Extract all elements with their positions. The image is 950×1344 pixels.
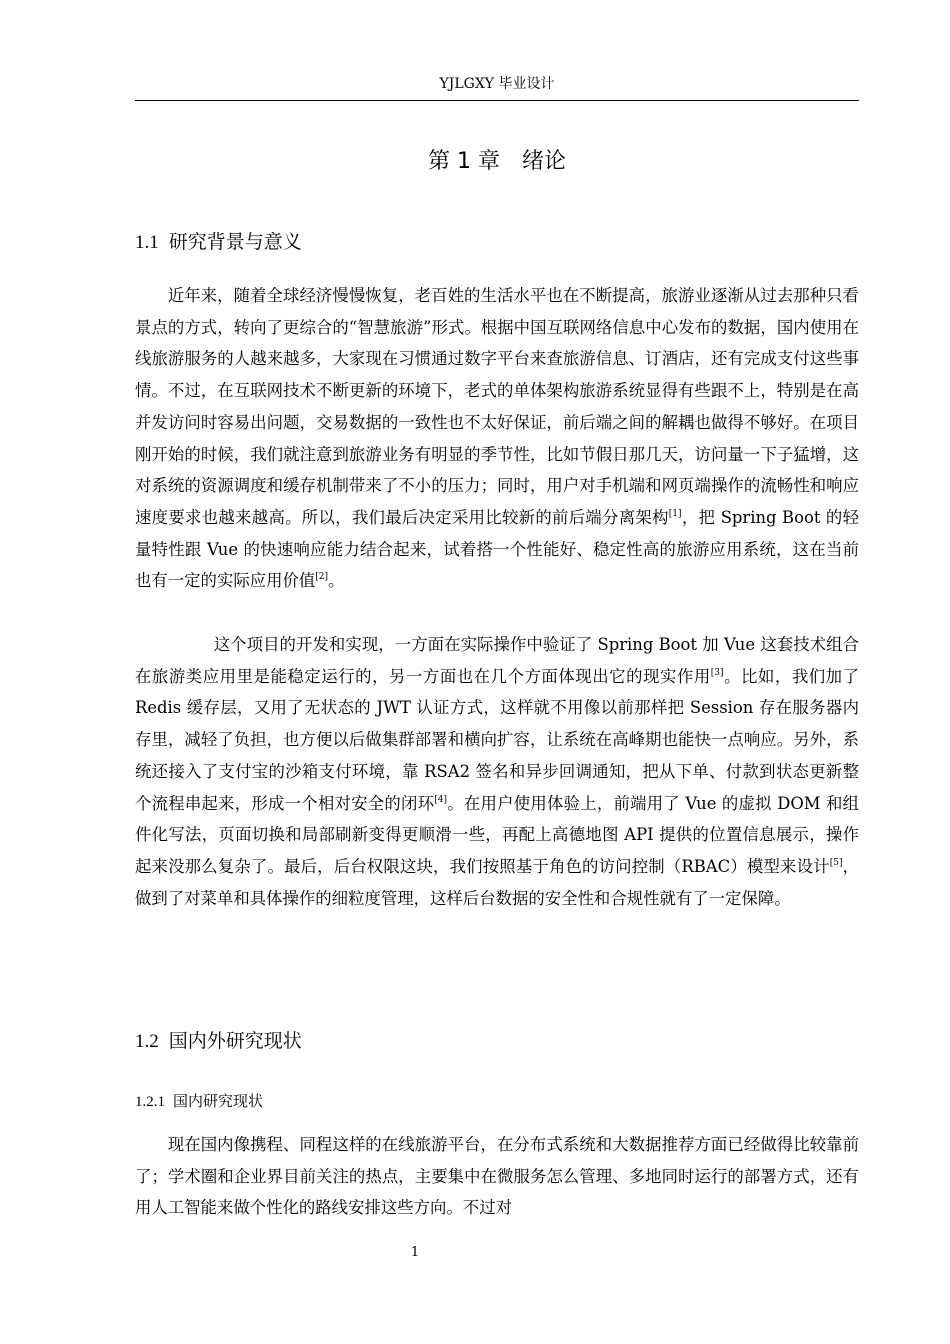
section-heading-1-2 xyxy=(135,1027,302,1056)
section-title: 国内外研究现状 xyxy=(168,1030,302,1052)
paragraph-significance xyxy=(135,629,859,914)
subsection-title: 国内研究现状 xyxy=(173,1092,264,1110)
running-header: YJLGXY 毕业设计 xyxy=(439,76,555,92)
citation[interactable]: [1] xyxy=(668,508,682,519)
paragraph-text: 。 xyxy=(328,571,345,591)
paragraph-domestic-research: 现在国内像携程、同程这样的在线旅游平台，在分布式系统和大数据推荐方面已经做得比较靠前了；学术圈和企业界目前关注的热点，主要集中在微服务怎么管理、多地同时运行的部署方式，还有用人工智能来做个性化的路线安排这些方向。不过对 xyxy=(135,1135,859,1218)
page-number: 1 xyxy=(410,1245,420,1260)
paragraph-background xyxy=(135,280,859,597)
chapter-title: 第 1 章 绪论 xyxy=(428,149,566,174)
paragraph-text: 这个项目的开发和实现，一方面在实际操作中验证了 Spring Boot 加 Vue 这套技术组合在旅游类应用里是能稳定运行的，另一方面也在几个方面体现出它的现实作用 xyxy=(135,635,859,686)
header-rule xyxy=(135,100,859,101)
citation[interactable]: [5] xyxy=(829,857,843,868)
citation[interactable]: [2] xyxy=(315,572,329,583)
paragraph-text: 近年来，随着全球经济慢慢恢复，老百姓的生活水平也在不断提高，旅游业逐渐从过去那种只看景点的方式，转向了更综合的“智慧旅游”形式。根据中国互联网络信息中心发布的数据，国内使用在线旅游服务的人越来越多，大家现在习惯通过数字平台来查旅游信息、订酒店，还有完成支付这些事情。不过，在互联网技术不断更新的环境下，老式的单体架构旅游系统显得有些跟不上，特别是在高并发访问时容易出问题，交易数据的一致性也不太好保证，前后端之间的解耦也做得不够好。在项目刚开始的时候，我们就注意到旅游业务有明显的季节性，比如节假日那几天，访问量一下子猛增，这对系统的资源调度和缓存机制带来了不小的压力；同时，用户对手机端和网页端操作的流畅性和响应速度要求也越来越高。所以，我们最后决定采用比较新的前后端分离架构 xyxy=(135,286,859,527)
citation[interactable]: [4] xyxy=(434,794,447,805)
section-heading-1-1 xyxy=(135,228,302,257)
paragraph-text: ，做到了对菜单和具体操作的细粒度管理，这样后台数据的安全性和合规性就有了一定保障。 xyxy=(135,856,860,908)
paragraph-text: 。比如，我们加了 Redis 缓存层，又用了无状态的 JWT 认证方式，这样就不用像以前那样把 Session 存在服务器内存里，减轻了负担，也方便以后做集群部署和横向扩容，让系统在高峰期也能快一点响应。另外，系统还接入了支付宝的沙箱支付环境，靠 RSA2 签名和异步回调通知，把从下单、付款到状态更新整个流程串起来，形成一个相对安全的闭环 xyxy=(135,666,860,813)
citation[interactable]: [3] xyxy=(710,667,724,678)
section-title: 研究背景与意义 xyxy=(168,231,302,253)
paragraph-text: 。在用户使用体验上，前端用了 Vue 的虚拟 DOM 和组件化写法，页面切换和局部刷新变得更顺滑一些，再配上高德地图 API 提供的位置信息展示，操作起来没那么复杂了。最后，后台权限这块，我们按照基于角色的访问控制（RBAC）模型来设计 xyxy=(135,793,860,876)
section-number: 1.1 xyxy=(135,232,159,253)
subsection-heading-1-2-1 xyxy=(135,1089,263,1114)
subsection-number: 1.2.1 xyxy=(135,1094,165,1110)
section-number: 1.2 xyxy=(135,1031,159,1052)
paragraph-text: ，把 Spring Boot 的轻量特性跟 Vue 的快速响应能力结合起来，试着搭一个性能好、稳定性高的旅游应用系统，这在当前也有一定的实际应用价值 xyxy=(135,507,859,591)
